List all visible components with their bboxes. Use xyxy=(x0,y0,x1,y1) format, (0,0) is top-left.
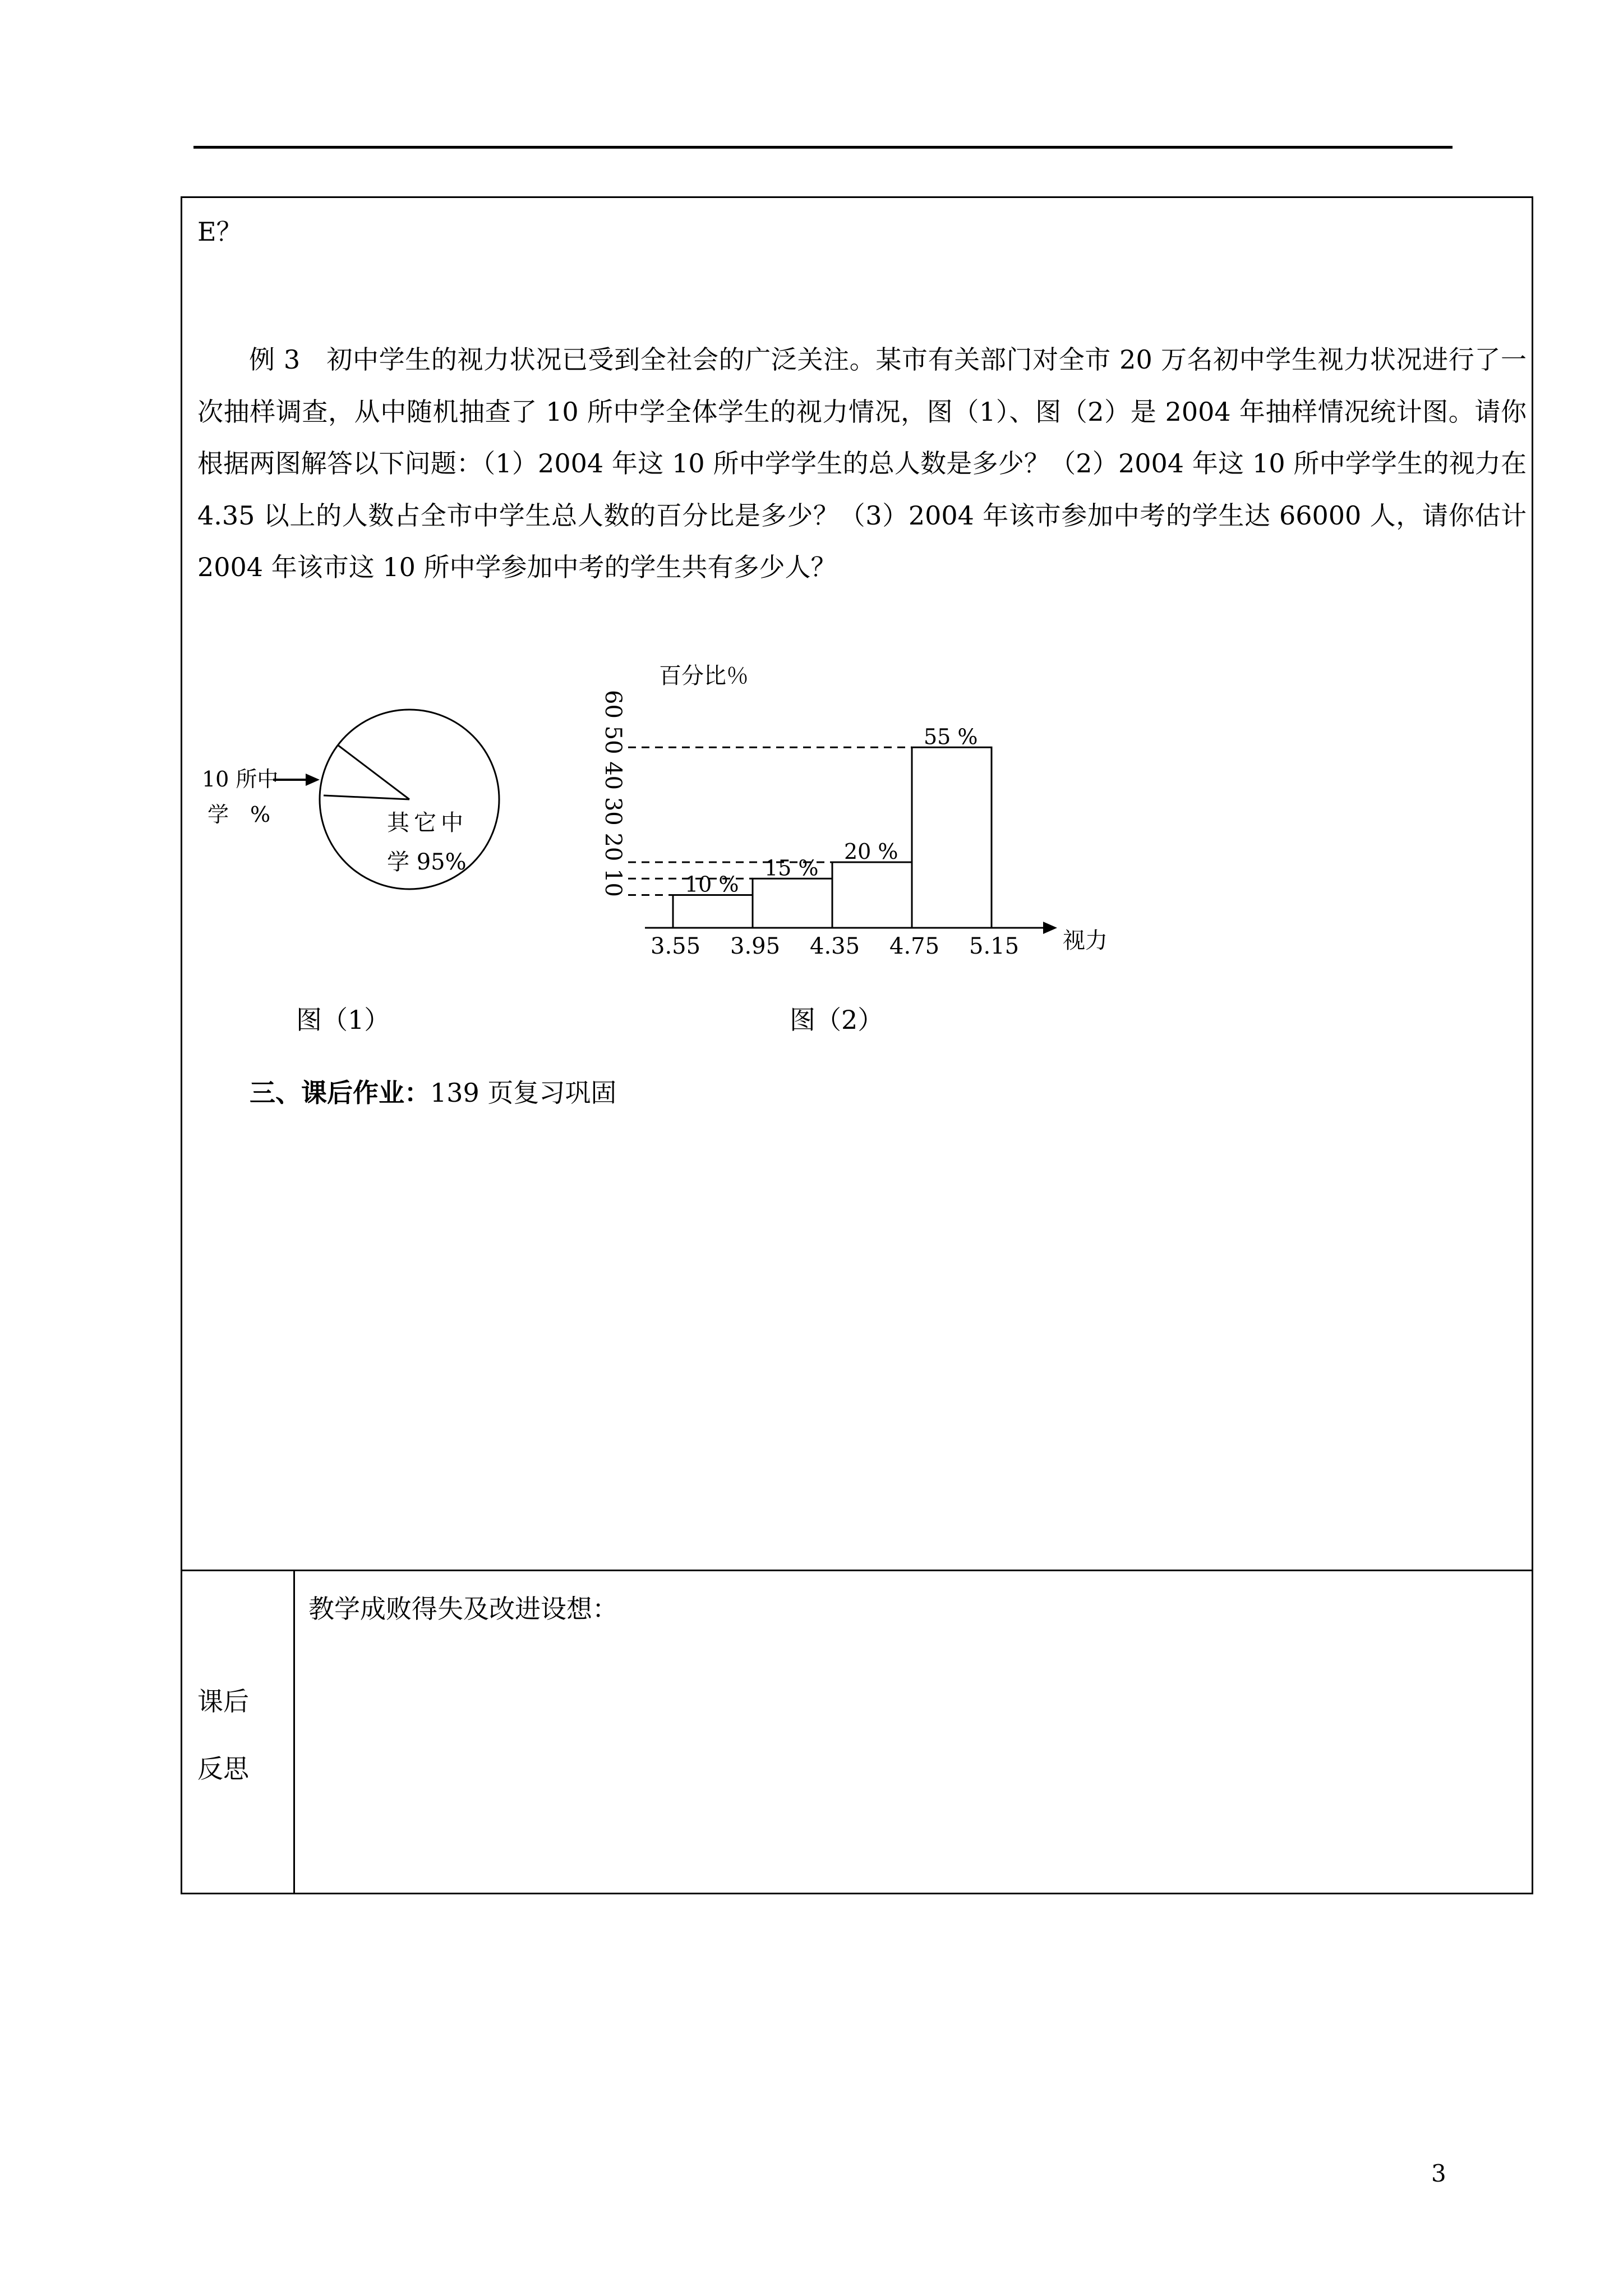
reflection-prompt: 教学成败得失及改进设想： xyxy=(308,1594,618,1624)
bar-chart-y-axis-title: 百分比％ xyxy=(659,663,749,689)
x-tick-label: 4.75 xyxy=(889,933,940,959)
homework-text: 139 页复习巩固 xyxy=(430,1078,617,1108)
bar-value-label: 15 % xyxy=(764,855,819,881)
pie-chart-figure-1 xyxy=(191,696,482,898)
bar-chart-y-tick-labels: 60 50 40 30 20 10 xyxy=(600,690,626,897)
homework-heading: 三、课后作业： xyxy=(250,1078,430,1108)
example-3-paragraph: 例 3 初中学生的视力状况已受到全社会的广泛关注。某市有关部门对全市 20 万名初中学生视力状况进行了一次抽样调查，从中随机抽查了 10 所中学全体学生的视力情况，图（1）、图（2）是 2004 年抽样情况统计图。请你根据两图解答以下问题：（1）2004 年这 10 所中学学生的总人数是多少？（2）2004 年这 10 所中学学生的视力在 4.35 以上的人数占全市中学生总人数的百分比是多少？（3）2004 年该市参加中考的学生达 66000 人，请你估计 2004 年该市这 10 所中学参加中考的学生共有多少人？ xyxy=(197,344,1527,582)
homework-line xyxy=(250,1080,616,1106)
pie-slice-edge-top xyxy=(338,745,409,799)
bar-value-label: 10 % xyxy=(685,872,739,897)
pie-label-big-line1: 其它中 xyxy=(387,810,468,836)
pie-label-big-line2: 学 95% xyxy=(387,849,467,875)
x-tick-label: 5.15 xyxy=(969,933,1020,959)
bar-value-label: 55 % xyxy=(924,724,978,749)
header-rule xyxy=(193,146,1453,149)
bar-value-label: 20 % xyxy=(844,839,898,864)
reflection-label-line1: 课后 xyxy=(197,1686,249,1717)
pie-label-arrowhead xyxy=(306,774,320,786)
histogram-bar xyxy=(753,878,832,928)
top-fragment-text: E？ xyxy=(197,217,242,247)
histogram-bar xyxy=(832,862,912,928)
table-column-divider xyxy=(293,1570,295,1894)
pie-label-small-line1: 10 所中 xyxy=(202,767,279,792)
histogram-bar xyxy=(673,895,753,928)
figure-2-caption: 图（2） xyxy=(790,1005,884,1035)
x-tick-label: 4.35 xyxy=(810,933,860,959)
bar-chart-x-axis-title: 视力 xyxy=(1063,928,1108,954)
x-tick-label: 3.95 xyxy=(730,933,781,959)
bar-chart-x-axis-arrowhead xyxy=(1043,922,1057,934)
pie-label-small-line2: 学 % xyxy=(208,802,271,827)
histogram-bar xyxy=(912,747,992,928)
x-tick-label: 3.55 xyxy=(651,933,701,959)
table-row-divider xyxy=(181,1570,1533,1571)
pie-slice-edge-bottom xyxy=(324,795,409,799)
bar-chart-figure-2 xyxy=(594,662,1127,965)
figure-1-caption: 图（1） xyxy=(296,1005,390,1035)
reflection-label-line2: 反思 xyxy=(197,1754,249,1784)
page-number: 3 xyxy=(1431,2160,1446,2187)
